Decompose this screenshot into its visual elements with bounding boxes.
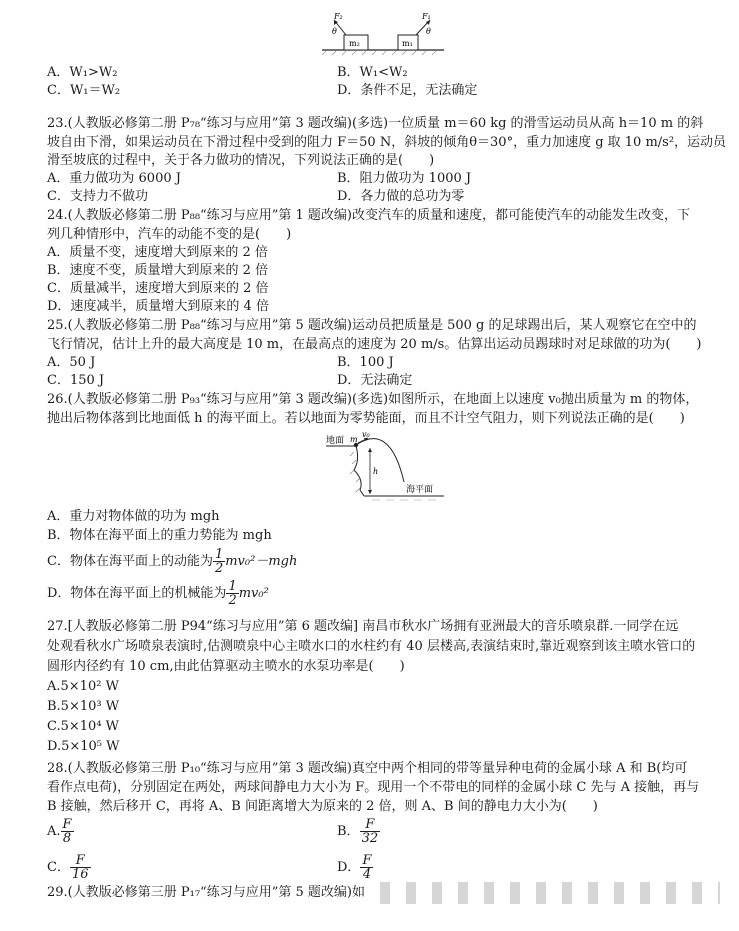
q28-option-a — [47, 816, 74, 848]
q28-option-c — [47, 852, 91, 884]
q23-line-1: 23.(人教版必修第二册 P₇₈“练习与应用”第 3 题改编)(多选)一位质量 m＝60 kg 的滑雪运动员从高 h＝10 m 的斜 — [47, 116, 704, 131]
q23-option-b: B．阻力做功为 1000 J — [337, 171, 472, 186]
mass-label: m — [350, 435, 358, 444]
q22-option-d: D．条件不足，无法确定 — [337, 83, 478, 98]
sea-level-label: 海平面 — [406, 485, 434, 495]
q28-line-1: 28.(人教版必修第三册 P₁₀“练习与应用”第 3 题改编)真空中两个相同的带等量异种电荷的金属小球 A 和 B(均可 — [47, 761, 688, 776]
half-fraction: $\frac{1}{2}$ — [228, 579, 237, 608]
q22-option-a: A．W₁>W₂ — [47, 65, 118, 80]
fraction: $\frac{F}{16}$ — [71, 853, 89, 882]
theta-right-label: θ — [426, 27, 431, 36]
q26-option-c-expr: mv₀²－mgh — [225, 554, 298, 569]
q27-option-c: C.5×10⁴ W — [47, 719, 120, 734]
q28-line-3: B 接触，然后移开 C，再将 A、B 间距离增大为原来的 2 倍，则 A、B 间的静电力大小为( ) — [47, 799, 598, 814]
option-label: D． — [337, 860, 361, 875]
q26-figure — [320, 430, 450, 506]
fraction: $\frac{F}{32}$ — [361, 817, 379, 846]
q26-option-d — [47, 580, 269, 608]
q24-option-a: A．质量不变，速度增大到原来的 2 倍 — [47, 245, 268, 260]
q24-option-d: D．速度减半，质量增大到原来的 4 倍 — [47, 299, 269, 314]
q23-option-a: A．重力做功为 6000 J — [47, 171, 181, 186]
q28-option-d — [337, 852, 373, 884]
q23-option-c: C．支持力不做功 — [47, 189, 148, 204]
f2-label: F₂ — [334, 12, 343, 21]
q26-option-d-text: D．物体在海平面上的机械能为 — [47, 586, 227, 601]
q26-line-2: 抛出后物体落到比地面低 h 的海平面上。若以地面为零势能面，而且不计空气阻力，则下列说法正确的是( ) — [47, 411, 685, 426]
q29-line-1: 29.(人教版必修第三册 P₁₇“练习与应用”第 5 题改编)如 — [47, 885, 365, 900]
q22-option-c: C．W₁＝W₂ — [47, 83, 121, 98]
m2-label: m₂ — [349, 39, 360, 48]
option-label: B． — [337, 824, 360, 839]
q26-option-b: B．物体在海平面上的重力势能为 mgh — [47, 528, 272, 543]
theta-left-label: θ — [332, 27, 337, 36]
option-label: C． — [47, 860, 70, 875]
q25-option-b: B．100 J — [337, 355, 394, 370]
q28-option-b — [337, 816, 380, 848]
q26-option-d-expr: mv₀² — [238, 586, 269, 601]
blurred-continuation — [380, 882, 720, 904]
q27-line-2: 处观看秋水广场喷泉表演时,估测喷泉中心主喷水口的水柱约有 40 层楼高,表演结束时,靠近观察到该主喷水管口的 — [47, 639, 696, 654]
v0-label: v₀ — [362, 430, 370, 439]
q27-line-1: 27.[人教版必修第二册 P94“练习与应用”第 6 题改编] 南昌市秋水广场拥有亚洲最大的音乐喷泉群.一同学在远 — [47, 619, 679, 634]
half-fraction: $\frac{1}{2}$ — [214, 547, 224, 576]
ground-label: 地面 — [326, 436, 345, 446]
height-label: h — [373, 467, 379, 476]
q25-line-2: 飞行情况，估计上升的最大高度是 10 m，在最高点的速度为 20 m/s。估算出运动员踢球时对足球做的功为( ) — [47, 337, 702, 352]
q23-line-3: 滑至坡底的过程中，关于各力做功的情况，下列说法正确的是( ) — [47, 153, 435, 168]
fraction: $\frac{F}{4}$ — [362, 853, 372, 882]
q27-line-3: 圆形内径约有 10 cm,由此估算驱动主喷水的水泵功率是( ) — [47, 659, 405, 674]
q26-line-1: 26.(人教版必修第二册 P₉₃“练习与应用”第 3 题改编)(多选)如图所示，在地面上以速度 v₀抛出质量为 m 的物体， — [47, 392, 699, 407]
q26-option-a: A．重力对物体做的功为 mgh — [47, 509, 220, 524]
q24-line-2: 列几种情形中，汽车的动能不变的是( ) — [47, 227, 292, 242]
f1-label: F₁ — [422, 12, 431, 21]
q22-option-b: B．W₁<W₂ — [337, 65, 408, 80]
top-figure — [318, 10, 448, 56]
q25-option-a: A．50 J — [47, 355, 96, 370]
q26-option-c — [47, 548, 297, 576]
q27-option-a: A.5×10² W — [47, 679, 119, 694]
q27-option-b: B.5×10³ W — [47, 699, 120, 714]
q24-option-b: B．速度不变，质量增大到原来的 2 倍 — [47, 263, 269, 278]
q28-line-2: 看作点电荷)，分别固定在两处，两球间静电力大小为 F。现用一个不带电的同样的金属小球 C 先与 A 接触，再与 — [47, 780, 700, 795]
q27-option-d: D.5×10⁵ W — [47, 739, 120, 754]
q26-option-c-text: C．物体在海平面上的动能为 — [47, 554, 213, 569]
q25-line-1: 25.(人教版必修第二册 P₈₈“练习与应用”第 5 题改编)运动员把质量是 500 g 的足球踢出后，某人观察它在空中的 — [47, 318, 697, 333]
q25-option-d: D．无法确定 — [337, 373, 413, 388]
q25-option-c: C．150 J — [47, 373, 105, 388]
q23-line-2: 坡自由下滑，如果运动员在下滑过程中受到的阻力 F＝50 N，斜坡的倾角θ＝30°，重力加速度 g 取 10 m/s²，运动员 — [47, 135, 727, 150]
q24-line-1: 24.(人教版必修第二册 P₈₈“练习与应用”第 1 题改编)改变汽车的质量和速度，都可能使汽车的动能发生改变，下 — [47, 208, 690, 223]
fraction: $\frac{F}{8}$ — [62, 817, 72, 846]
m1-label: m₁ — [402, 39, 413, 48]
q24-option-c: C．质量减半，速度增大到原来的 2 倍 — [47, 281, 269, 296]
q23-option-d: D．各力做的总功为零 — [337, 189, 465, 204]
option-label: A. — [47, 824, 61, 839]
